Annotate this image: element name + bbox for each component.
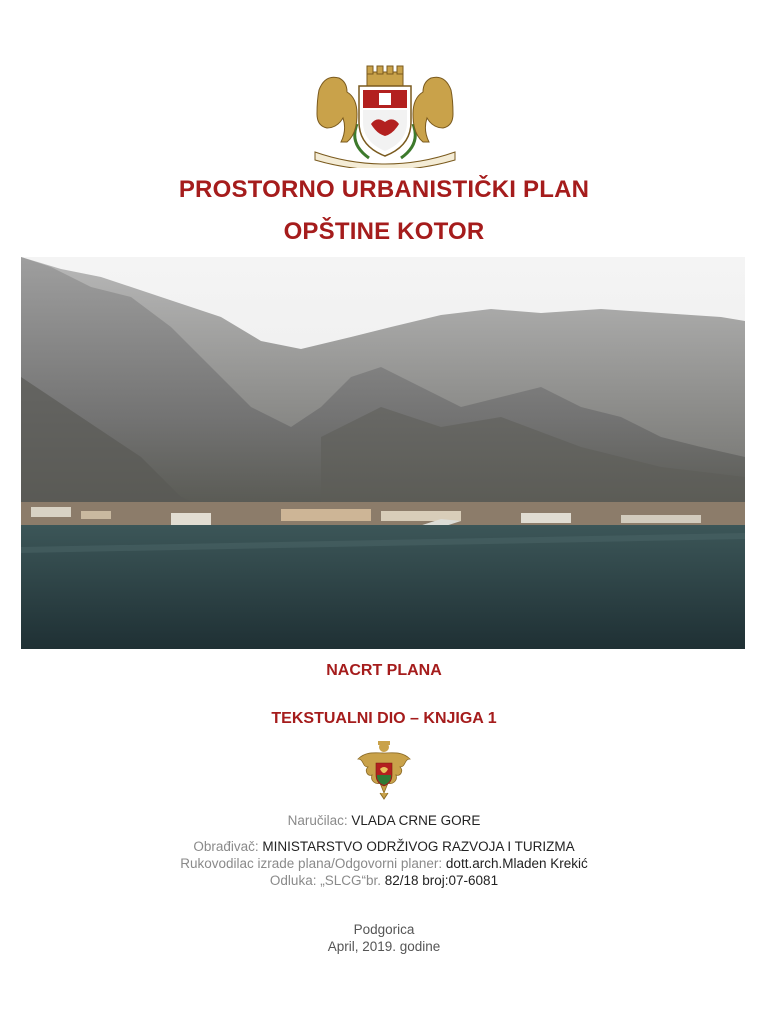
planner-line (0, 855, 768, 872)
client-label: Naručilac: (287, 813, 348, 828)
client-line (0, 812, 768, 829)
date: April, 2019. godine (327, 939, 441, 954)
draft-label: NACRT PLANA (326, 662, 442, 679)
contractor-label: Obrađivač: (193, 839, 259, 854)
bay-of-kotor-photo (21, 257, 745, 649)
decision-value: 82/18 broj:07-6081 (384, 873, 499, 888)
montenegro-coat-of-arms-icon (354, 737, 414, 801)
client-value: VLADA CRNE GORE (351, 813, 481, 828)
contractor-line (0, 838, 768, 855)
planner-value: dott.arch.Mladen Krekić (445, 856, 588, 871)
volume-label: TEKSTUALNI DIO – KNJIGA 1 (271, 710, 497, 727)
contractor-value: MINISTARSTVO ODRŽIVOG RAZVOJA I TURIZMA (262, 839, 575, 854)
document-title-line2: OPŠTINE KOTOR (283, 218, 485, 245)
document-title-line1: PROSTORNO URBANISTIČKI PLAN (178, 176, 590, 203)
decision-line (0, 872, 768, 889)
kotor-coat-of-arms-icon (309, 60, 461, 168)
decision-label: Odluka: „SLCG“br. (269, 873, 381, 888)
city: Podgorica (353, 922, 415, 937)
planner-label: Rukovodilac izrade plana/Odgovorni planer: (180, 856, 443, 871)
